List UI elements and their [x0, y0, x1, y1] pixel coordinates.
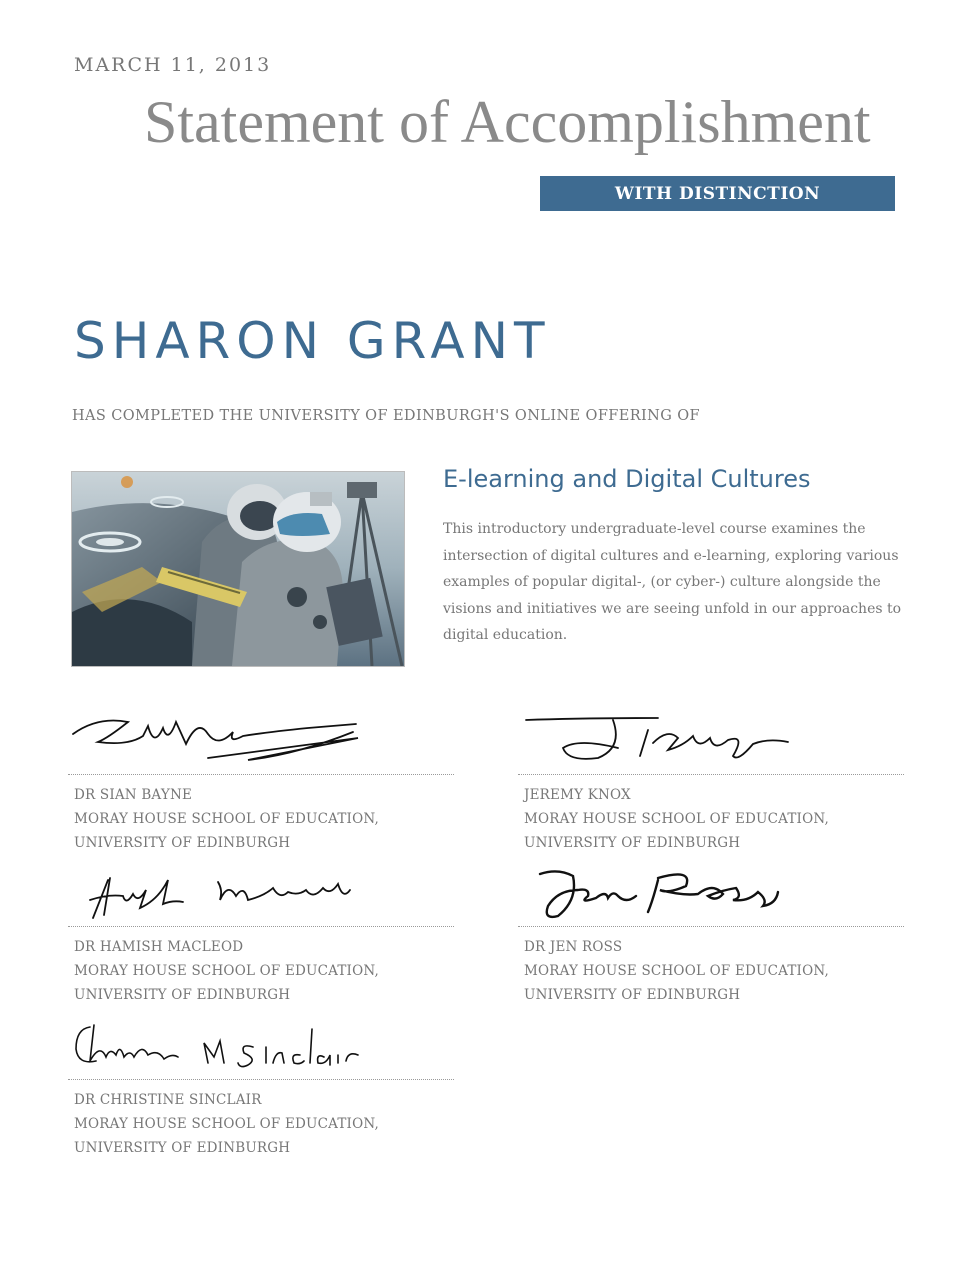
- issue-date: MARCH 11, 2013: [74, 54, 272, 76]
- course-description: This introductory undergraduate-level course examines the intersection of digital cultures and e-learning, exploring various examples of popular digital-, (or cyber-) culture alongside the visions and initiatives we are seeing unfold in our approaches to digital education.: [443, 521, 902, 644]
- certificate-title: Statement of Accomplishment: [144, 89, 871, 155]
- signatory-affiliation: MORAY HOUSE SCHOOL OF EDUCATION, UNIVERSITY OF EDINBURGH: [74, 811, 379, 851]
- signature: [68, 708, 454, 774]
- signatory-block: [518, 860, 904, 1007]
- signatory-name: DR SIAN BAYNE: [74, 787, 193, 803]
- recipient-name: SHARON GRANT: [74, 312, 551, 370]
- signature: [518, 708, 904, 774]
- signatory-affiliation: MORAY HOUSE SCHOOL OF EDUCATION, UNIVERSITY OF EDINBURGH: [74, 1116, 379, 1156]
- signatory-affiliation: MORAY HOUSE SCHOOL OF EDUCATION, UNIVERSITY OF EDINBURGH: [74, 963, 379, 1003]
- signatory-name: DR JEN ROSS: [524, 939, 623, 955]
- signature-mark: [518, 860, 904, 926]
- signatory-name: JEREMY KNOX: [524, 787, 631, 803]
- astronauts-illustration-icon: [72, 472, 404, 666]
- course-title: E-learning and Digital Cultures: [443, 465, 811, 493]
- completion-statement: HAS COMPLETED THE UNIVERSITY OF EDINBURGH'S ONLINE OFFERING OF: [72, 408, 700, 424]
- signature-mark: [518, 708, 904, 774]
- signature-mark: [68, 1013, 454, 1079]
- signature-mark: [68, 860, 454, 926]
- signature: [518, 860, 904, 926]
- signature-mark: [68, 708, 454, 774]
- signatory-affiliation: MORAY HOUSE SCHOOL OF EDUCATION, UNIVERSITY OF EDINBURGH: [524, 811, 829, 851]
- signature: [68, 860, 454, 926]
- signatory-block: [68, 708, 454, 855]
- signatory-affiliation: MORAY HOUSE SCHOOL OF EDUCATION, UNIVERSITY OF EDINBURGH: [524, 963, 829, 1003]
- distinction-label: WITH DISTINCTION: [614, 183, 821, 204]
- signatory-name: DR CHRISTINE SINCLAIR: [74, 1092, 262, 1108]
- signatory-name: DR HAMISH MACLEOD: [74, 939, 244, 955]
- distinction-badge: [540, 176, 895, 211]
- signatory-block: [68, 1013, 454, 1160]
- signature: [68, 1013, 454, 1079]
- course-image: [71, 471, 405, 667]
- signatory-block: [68, 860, 454, 1007]
- signatory-block: [518, 708, 904, 855]
